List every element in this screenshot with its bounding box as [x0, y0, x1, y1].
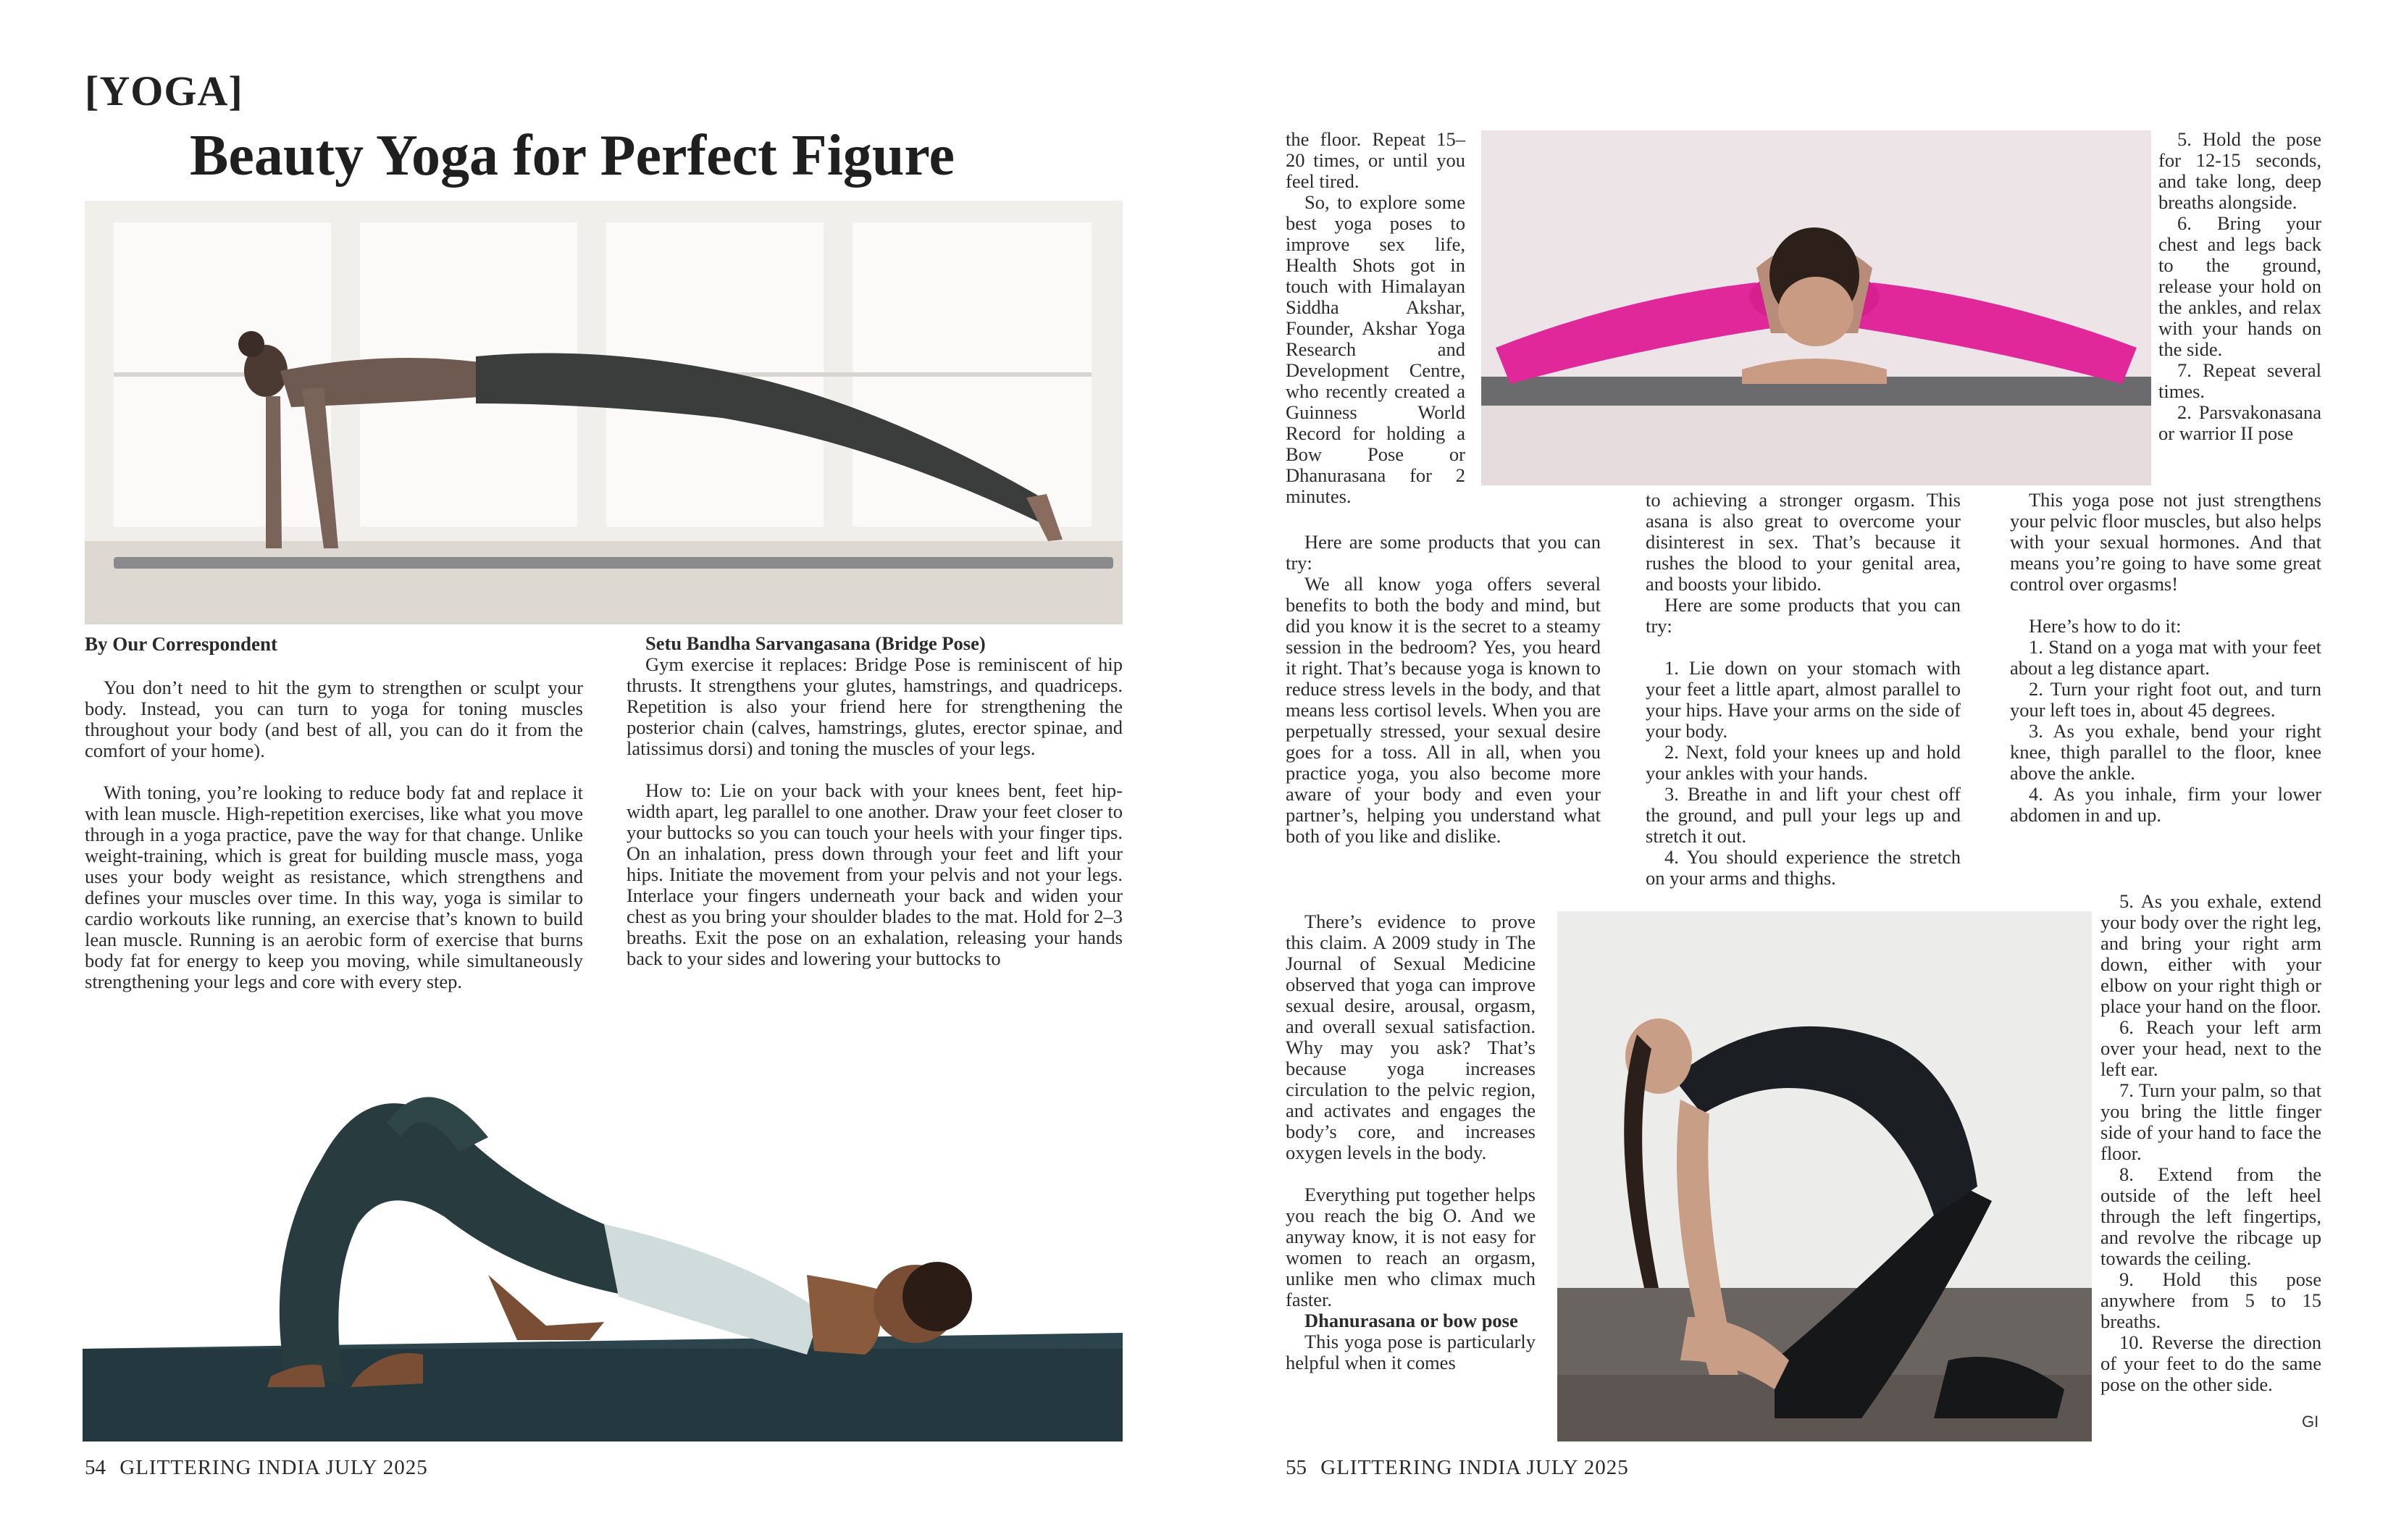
body-paragraph: Everything put together helps you reach the big O. And we anyway know, it is not easy for women to reach an orgasm, unlike men who climax much faster. — [1286, 1184, 1536, 1310]
warrior-steps — [2010, 637, 2321, 826]
bridge-pose-photo — [83, 1036, 1123, 1441]
list-item: 1. Lie down on your stomach with your feet a little apart, almost parallel to your hips. Have your arms on the side of your body. — [1646, 658, 1961, 742]
body-paragraph: 5. Hold the pose for 12-15 seconds, and take long, deep breaths alongside. — [2158, 128, 2321, 213]
list-item: 2. Turn your right foot out, and turn your left toes in, about 45 degrees. — [2010, 679, 2321, 721]
byline: By Our Correspondent — [85, 633, 278, 655]
body-paragraph: 6. Bring your chest and legs back to the ground, release your hold on the ankles, and relax with your hands on the side. — [2158, 212, 2321, 360]
dhanurasana-steps — [1646, 658, 1961, 889]
bridge-paragraph: How to: Lie on your back with your knees bent, feet hip-width apart, leg parallel to one another. Draw your feet closer to your buttocks so you can touch your heels with your finger tips. On an inhalation, press down through your feet and lift your hips. Initiate the movement from your pelvis and not your legs. Interlace your fingers underneath your back and widen your chest as you bring your shoulder blades to the mat. Hold for 2–3 breaths. Exit the pose on an exhalation, releasing your hands back to your sides and lowering your buttocks to — [627, 779, 1123, 969]
howto-intro: Here’s how to do it: — [2029, 615, 2182, 637]
list-item: 1. Stand on a yoga mat with your feet about a leg distance apart. — [2010, 637, 2321, 679]
camel-pose-photo — [1557, 911, 2092, 1441]
right-col3-upper — [2158, 129, 2321, 444]
list-item: 9. Hold this pose anywhere from 5 to 15 breaths. — [2100, 1268, 2321, 1332]
body-paragraph: So, to explore some best yoga poses to improve sex life, Health Shots got in touch with Himalayan Siddha Akshar, Founder, Akshar Yoga Research and Development Centre, who recently created a Guinness World Record for holding a Bow Pose or Dhanurasana for 2 minutes. — [1286, 191, 1465, 507]
body-paragraph: We all know yoga offers several benefits to both the body and mind, but did you know it is the secret to a steamy session in the bedroom? Yes, you heard it right. That’s because yoga is known to reduce stress levels in the body, and that means less cortisol levels. When you are perpetually stressed, your sexual desire goes for a toss. All in all, when you practice yoga, you also become more aware of your body and even your partner’s, helping you understand what both of you like and dislike. — [1286, 573, 1601, 847]
list-item: 5. As you exhale, extend your body over the right leg, and bring your right arm down, either with your elbow on your right thigh or place your hand on the floor. — [2100, 890, 2321, 1017]
left-footer — [85, 1456, 428, 1480]
bridge-paragraph: Gym exercise it replaces: Bridge Pose is reminiscent of hip thrusts. It strengthens your glutes, hamstrings, and quadriceps. Repetition is also your friend here for strengthening the posterior chain (calves, hamstrings, glutes, erector spinae, and latissimus dorsi) and toning the muscles of your legs. — [627, 653, 1123, 759]
end-mark: GI — [2302, 1413, 2319, 1431]
page-number: 54 — [85, 1456, 106, 1479]
right-col3-middle — [2010, 490, 2321, 826]
body-paragraph: Here are some products that you can try: — [1286, 531, 1601, 574]
body-paragraph: Here are some products that you can try: — [1646, 594, 1961, 637]
section-tag: [YOGA] — [85, 67, 243, 114]
list-item: 10. Reverse the direction of your feet to do the same pose on the other side. — [2100, 1331, 2321, 1395]
intro-paragraph: With toning, you’re looking to reduce body fat and replace it with lean muscle. High-repetition exercises, like what you move through in a yoga practice, pave the way for that change. Unlike weight-training, which is great for building muscle mass, yoga uses your body weight as resistance, which strengthens and defines your muscles over time. In this way, yoga is similar to cardio workouts like running, an exercise that’s known to build lean muscle. Running is an aerobic form of exercise that burns body fat for energy to keep you moving, while simultaneously strengthening your legs and core with every step. — [85, 782, 583, 992]
list-item: 2. Next, fold your knees up and hold your ankles with your hands. — [1646, 742, 1961, 784]
article-title: Beauty Yoga for Perfect Figure — [190, 124, 955, 188]
body-paragraph: 2. Parsvakonasana or warrior II pose — [2158, 401, 2321, 444]
body-paragraph: This yoga pose not just strengthens your pelvic floor muscles, but also helps with your sexual hormones. And that means you’re going to have some great control over orgasms! — [2010, 489, 2321, 595]
plank-pose-photo — [85, 201, 1123, 624]
list-item: 8. Extend from the outside of the left heel through the left fingertips, and revolve the ribcage up towards the ceiling. — [2100, 1163, 2321, 1269]
magazine-footer: GLITTERING INDIA JULY 2025 — [1320, 1456, 1629, 1479]
right-col2 — [1646, 490, 1961, 889]
body-paragraph: the floor. Repeat 15–20 times, or until you feel tired. — [1286, 128, 1465, 192]
list-item: 6. Reach your left arm over your head, next to the left ear. — [2100, 1016, 2321, 1080]
list-item: 7. Turn your palm, so that you bring the little finger side of your hand to face the floor. — [2100, 1079, 2321, 1164]
body-paragraph: 7. Repeat several times. — [2158, 359, 2321, 402]
bridge-column — [627, 633, 1123, 969]
bridge-pose-heading: Setu Bandha Sarvangasana (Bridge Pose) — [645, 632, 986, 654]
body-paragraph: to achieving a stronger orgasm. This asana is also great to overcome your disinterest in sex. That’s because it rushes the blood to your genital area, and boosts your libido. — [1646, 489, 1961, 595]
right-col1-upper — [1286, 129, 1465, 507]
list-item: 4. You should experience the stretch on your arms and thighs. — [1646, 847, 1961, 889]
right-footer — [1286, 1456, 1629, 1480]
list-item: 3. As you exhale, bend your right knee, thigh parallel to the floor, knee above the ankle. — [2010, 721, 2321, 784]
right-col1-lower — [1286, 911, 1536, 1373]
list-item: 4. As you inhale, firm your lower abdomen in and up. — [2010, 784, 2321, 826]
body-paragraph: This yoga pose is particularly helpful when it comes — [1286, 1331, 1536, 1373]
body-paragraph: There’s evidence to prove this claim. A 2009 study in The Journal of Sexual Medicine observed that yoga can improve sexual desire, arousal, orgasm, and overall sexual satisfaction. Why may you ask? That’s because yoga increases circulation to the pelvic region, and activates and engages the body’s core, and increases oxygen levels in the body. — [1286, 911, 1536, 1163]
dhanurasana-heading: Dhanurasana or bow pose — [1304, 1310, 1518, 1331]
intro-paragraph: You don’t need to hit the gym to strengthen or sculpt your body. Instead, you can turn to yoga for toning muscles throughout your body (and best of all, you can do it from the comfort of your home). — [85, 677, 583, 761]
list-item: 3. Breathe in and lift your chest off the ground, and pull your legs up and stretch it out. — [1646, 784, 1961, 847]
forward-fold-photo — [1481, 130, 2151, 485]
right-col1-middle — [1286, 532, 1601, 847]
right-col3-lower — [2100, 891, 2321, 1395]
intro-column — [85, 677, 583, 992]
magazine-footer: GLITTERING INDIA JULY 2025 — [120, 1456, 428, 1479]
page-number: 55 — [1286, 1456, 1307, 1479]
